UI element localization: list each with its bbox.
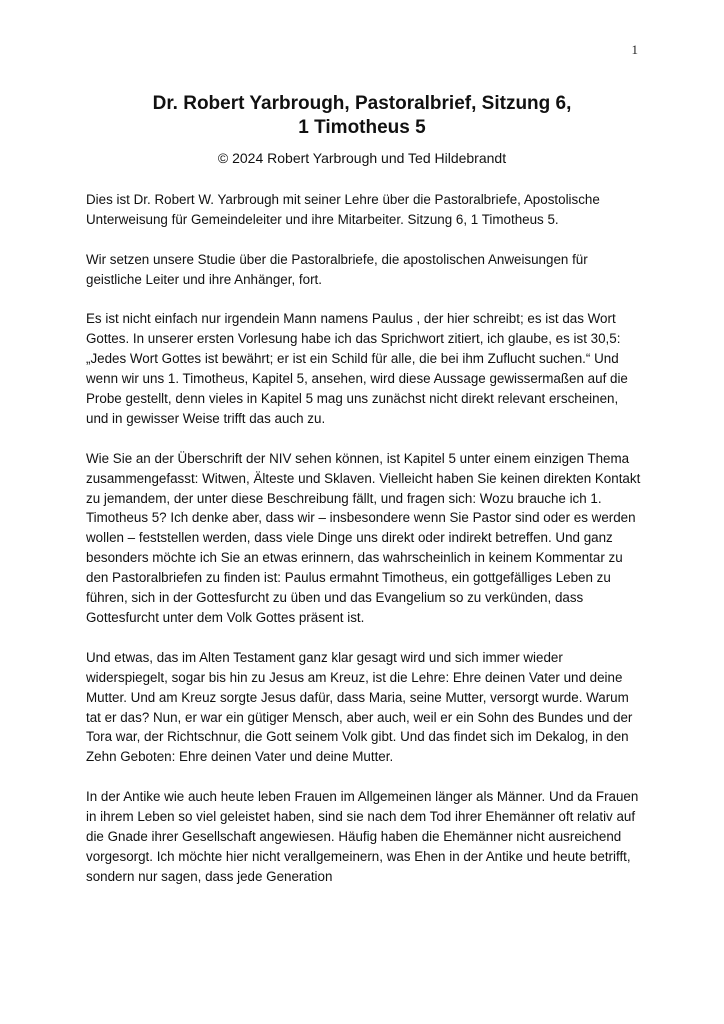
page-number: 1 bbox=[631, 42, 638, 57]
paragraph: Wir setzen unsere Studie über die Pastoralbriefe, die apostolischen Anweisungen für geistliche Leiter und ihre Anhänger, fort. bbox=[86, 251, 588, 287]
paragraph: In der Antike wie auch heute leben Frauen im Allgemeinen länger als Männer. Und da Frauen in ihrem Leben so viel geleistet haben, sind sie nach dem Tod ihrer Ehemänner oft relativ auf die Gnade ihrer Gesellschaft angewiesen. Häufig haben die Ehemänner nicht ausreichend vorgesorgt. Ich möchte hier nicht verallgemeinern, was Ehen in der Antike und heute betrifft, sondern nur sagen, dass jede Generation bbox=[86, 789, 639, 884]
document-body bbox=[86, 190, 644, 907]
copyright-line: © 2024 Robert Yarbrough und Ted Hildebrandt bbox=[217, 150, 507, 166]
paragraph: Dies ist Dr. Robert W. Yarbrough mit seiner Lehre über die Pastoralbriefe, Apostolische Unterweisung für Gemeindeleiter und ihre Mitarbeiter. Sitzung 6, 1 Timotheus 5. bbox=[86, 192, 600, 227]
paragraph: Und etwas, das im Alten Testament ganz klar gesagt wird und sich immer wieder widerspiegelt, sogar bis hin zu Jesus am Kreuz, ist die Lehre: Ehre deinen Vater und deine Mutter. Und am Kreuz sorgte Jesus dafür, dass Maria, seine Mutter, versorgt wurde. Warum tat er das? Nun, er war ein gütiger Mensch, aber auch, weil er ein Sohn des Bundes und der Tora war, der Richtschnur, die Gott seinem Volk gibt. Und das findet sich im Dekalog, in den Zehn Geboten: Ehre deinen Vater und deine Mutter. bbox=[86, 649, 633, 765]
paragraph: Es ist nicht einfach nur irgendein Mann namens Paulus , der hier schreibt; es ist das Wort Gottes. In unserer ersten Vorlesung habe ich das Sprichwort zitiert, ich glaube, es ist 30,5: „Jedes Wort Gottes ist bewährt; er ist ein Schild für alle, die bei ihm Zuflucht suchen.“ Und wenn wir uns 1. Timotheus, Kapitel 5, ansehen, wird diese Aussage gewissermaßen auf die Probe gestellt, denn vieles in Kapitel 5 mag uns zunächst nicht direkt relevant erscheinen, und in gewisser Weise trifft das auch zu. bbox=[86, 311, 628, 426]
title-block bbox=[60, 92, 664, 168]
document-title-line-1: Dr. Robert Yarbrough, Pastoralbrief, Sitzung 6, bbox=[152, 93, 572, 114]
paragraph: Wie Sie an der Überschrift der NIV sehen können, ist Kapitel 5 unter einem einzigen Thema zusammengefasst: Witwen, Älteste und Sklaven. Vielleicht haben Sie keinen direkten Kontakt zu jemandem, der unter diese Beschreibung fällt, und fragen sich: Wozu brauche ich 1. Timotheus 5? Ich denke aber, dass wir – insbesondere wenn Sie Pastor sind oder es werden wollen – feststellen werden, dass viele Dinge uns direkt oder indirekt betreffen. Und ganz besonders möchte ich Sie an etwas erinnern, das wahrscheinlich in keinem Kommentar zu den Pastoralbriefen zu finden ist: Paulus ermahnt Timotheus, ein gottgefälliges Leben zu führen, sich in der Gottesfurcht zu üben und das Evangelium so zu verkünden, dass Gottesfurcht unter dem Volk Gottes präsent ist. bbox=[86, 450, 641, 625]
document-title-line-2: 1 Timotheus 5 bbox=[298, 117, 426, 138]
